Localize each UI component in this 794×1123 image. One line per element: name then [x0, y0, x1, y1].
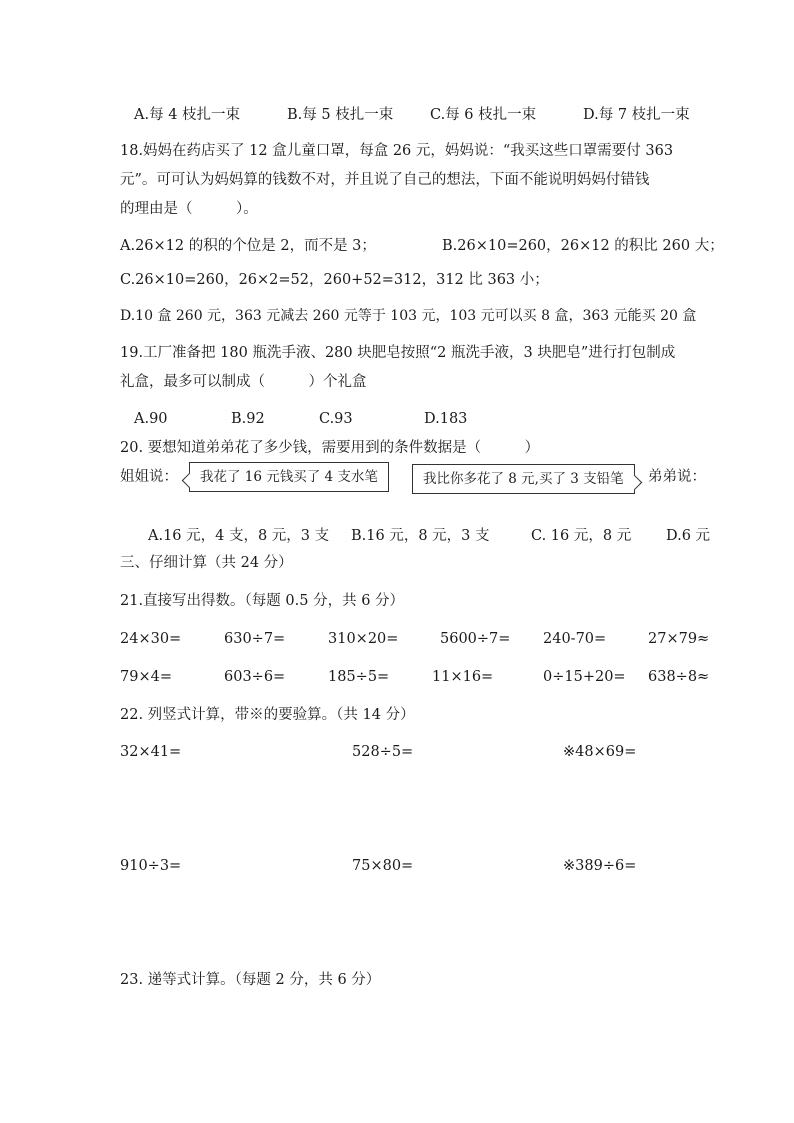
q18-option-b: B.26×10=260，26×12 的积比 260 大；: [442, 238, 724, 254]
q18-stem-line-1: 18.妈妈在药店买了 12 盒儿童口罩，每盒 26 元，妈妈说：“我买这些口罩需要付 363: [120, 143, 674, 159]
speech-bubble-tail-icon: [182, 473, 198, 489]
q21-item: 27×79≈: [648, 631, 710, 647]
q18-option-d: D.10 盒 260 元，363 元减去 260 元等于 103 元，103 元可以买 8 盒，363 元能买 20 盒: [120, 308, 697, 324]
q21-item: 5600÷7=: [440, 631, 511, 647]
q21-item: 603÷6=: [224, 669, 286, 685]
q21-item: 185÷5=: [328, 669, 390, 685]
q19-option-a: A.90: [134, 411, 168, 427]
q20-option-d: D.6 元: [666, 528, 711, 544]
q20-option-a: A.16 元，4 支，8 元，3 支: [148, 528, 330, 544]
q20-option-b: B.16 元，8 元，3 支: [351, 528, 490, 544]
q17-option-d: D.每 7 枝扎一束: [583, 107, 690, 123]
q21-item: 310×20=: [328, 631, 399, 647]
q21-item: 630÷7=: [224, 631, 286, 647]
q17-option-c: C.每 6 枝扎一束: [430, 107, 537, 123]
q18-option-a: A.26×12 的积的个位是 2，而不是 3；: [120, 238, 376, 254]
q21-title: 21.直接写出得数。（每题 0.5 分，共 6 分）: [120, 593, 405, 609]
q20-brother-label: 弟弟说：: [648, 469, 706, 485]
q20-sister-speech-text: 我花了 16 元钱买了 4 支水笔: [200, 469, 378, 485]
q17-option-b: B.每 5 枝扎一束: [287, 107, 394, 123]
q18-stem-line-2: 元”。可可认为妈妈算的钱数不对，并且说了自己的想法，下面不能说明妈妈付错钱: [120, 172, 650, 188]
q22-item: 75×80=: [352, 858, 414, 874]
q18-stem-line-3: 的理由是（ ）。: [120, 201, 258, 217]
q22-item: ※48×69=: [563, 744, 637, 760]
q22-item: 910÷3=: [120, 858, 182, 874]
q19-option-c: C.93: [319, 411, 353, 427]
q18-option-c: C.26×10=260，26×2=52，260+52=312，312 比 363 小；: [120, 272, 549, 288]
q17-option-a: A.每 4 枝扎一束: [134, 107, 241, 123]
q21-item: 11×16=: [432, 669, 494, 685]
q21-item: 0÷15+20=: [543, 669, 626, 685]
q22-item: ※389÷6=: [563, 858, 637, 874]
speech-bubble-tail-icon: [626, 475, 642, 491]
q20-brother-speech-text: 我比你多花了 8 元,买了 3 支铅笔: [423, 471, 624, 487]
q21-item: 79×4=: [120, 669, 172, 685]
q19-option-b: B.92: [231, 411, 265, 427]
q19-option-d: D.183: [424, 411, 468, 427]
q23-title: 23. 递等式计算。（每题 2 分，共 6 分）: [120, 972, 381, 988]
q20-brother-speech-bubble: [412, 464, 635, 494]
q22-item: 32×41=: [120, 744, 182, 760]
q21-item: 24×30=: [120, 631, 182, 647]
q21-item: 240-70=: [543, 631, 607, 647]
q21-item: 638÷8≈: [648, 669, 710, 685]
q19-stem-line-1: 19.工厂准备把 180 瓶洗手液、280 块肥皂按照“2 瓶洗手液，3 块肥皂”进行打包制成: [120, 345, 676, 361]
q22-item: 528÷5=: [352, 744, 414, 760]
q20-option-c: C. 16 元，8 元: [531, 528, 632, 544]
q20-sister-speech-bubble: [189, 462, 389, 492]
q20-sister-label: 姐姐说：: [120, 469, 178, 485]
q22-title: 22. 列竖式计算，带※的要验算。（共 14 分）: [120, 707, 415, 723]
q20-stem: 20. 要想知道弟弟花了多少钱，需要用到的条件数据是（ ）: [120, 440, 540, 456]
section-3-title: 三、仔细计算（共 24 分）: [120, 555, 293, 571]
q19-stem-line-2: 礼盒，最多可以制成（ ）个礼盒: [120, 374, 367, 390]
